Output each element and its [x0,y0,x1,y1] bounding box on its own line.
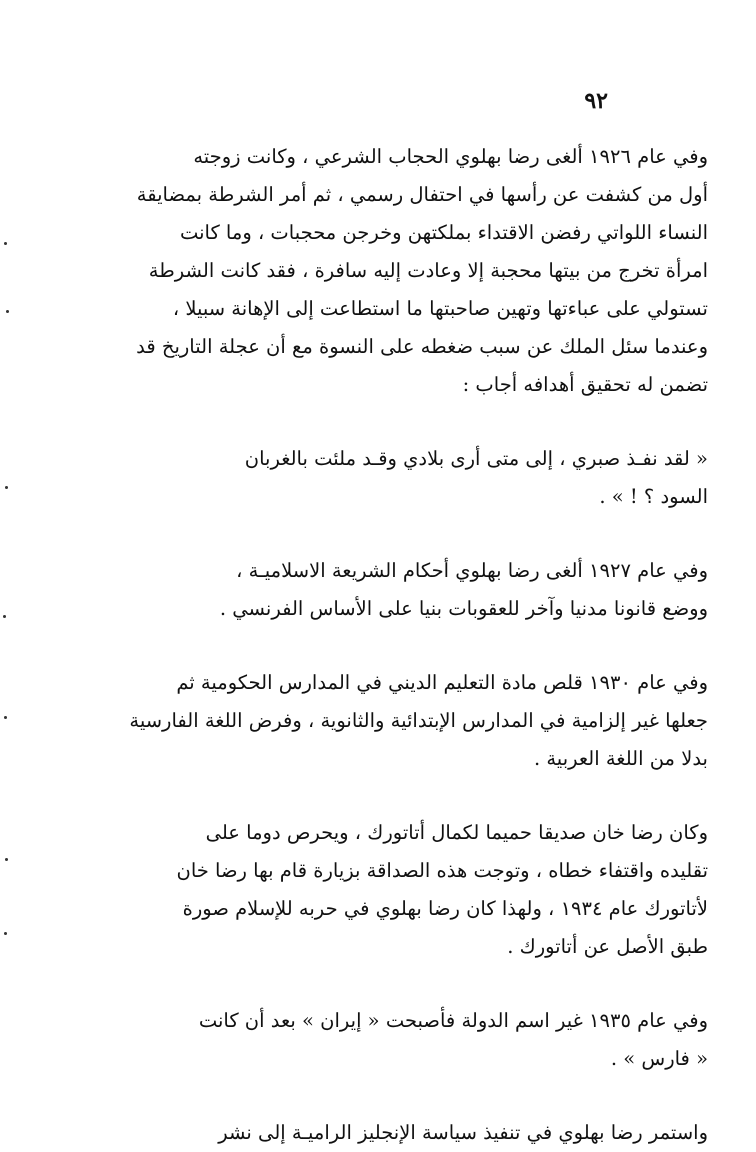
paragraph-2-quote [88,440,708,516]
text-line: السود ؟ ! » . [599,485,708,508]
text-line: « فارس » . [610,1047,708,1070]
body-text [88,138,708,1152]
paragraph-1 [88,138,708,404]
text-line: بدلا من اللغة العربية . [533,747,708,770]
text-line: تضمن له تحقيق أهدافه أجاب : [462,373,708,396]
text-line: لأتاتورك عام ١٩٣٤ ، ولهذا كان رضا بهلوي في حربه للإسلام صورة [182,897,708,920]
paragraph-4 [88,664,708,778]
text-line: وفي عام ١٩٢٦ ألغى رضا بهلوي الحجاب الشرعي ، وكانت زوجته [193,145,708,168]
text-line: وكان رضا خان صديقا حميما لكمال أتاتورك ، ويحرص دوما على [205,821,708,844]
text-line: واستمر رضا بهلوي في تنفيذ سياسة الإنجليز الراميـة إلى نشر [218,1121,708,1144]
scan-speck [5,858,8,861]
text-line: طبق الأصل عن أتاتورك . [507,935,708,958]
text-line: تستولي على عباءتها وتهين صاحبتها ما استطاعت إلى الإهانة سبيلا ، [172,297,708,320]
text-line: وفي عام ١٩٣٥ غير اسم الدولة فأصبحت « إيران » بعد أن كانت [198,1009,708,1032]
text-line: « لقد نفـذ صبري ، إلى متى أرى بلادي وقـد ملئت بالغربان [244,447,708,470]
text-line: النساء اللواتي رفضن الاقتداء بملكتهن وخرجن محجبات ، وما كانت [179,221,708,244]
scan-speck [4,932,7,935]
text-line: امرأة تخرج من بيتها محجبة إلا وعادت إليه سافرة ، فقد كانت الشرطة [148,259,708,282]
text-line: تقليده واقتفاء خطاه ، وتوجت هذه الصداقة بزيارة قام بها رضا خان [176,859,708,882]
scan-speck [4,716,7,719]
paragraph-6 [88,1002,708,1078]
paragraph-5 [88,814,708,966]
text-line: ووضع قانونا مدنيا وآخر للعقوبات بنيا على الأساس الفرنسي . [219,597,708,620]
text-line: وعندما سئل الملك عن سبب ضغطه على النسوة مع أن عجلة التاريخ قد [136,335,708,358]
text-line: أول من كشفت عن رأسها في احتفال رسمي ، ثم أمر الشرطة بمضايقة [136,183,708,206]
text-line: وفي عام ١٩٢٧ ألغى رضا بهلوي أحكام الشريعة الاسلاميـة ، [236,559,708,582]
scan-speck [3,615,6,618]
text-line: جعلها غير إلزامية في المدارس الإبتدائية والثانوية ، وفرض اللغة الفارسية [129,709,708,732]
scan-speck [5,486,8,489]
paragraph-7 [88,1114,708,1152]
scan-speck [4,242,7,245]
page-number: ٩٢ [584,88,608,114]
paragraph-3 [88,552,708,628]
text-line: وفي عام ١٩٣٠ قلص مادة التعليم الديني في المدارس الحكومية ثم [176,671,708,694]
scan-speck [6,310,9,313]
